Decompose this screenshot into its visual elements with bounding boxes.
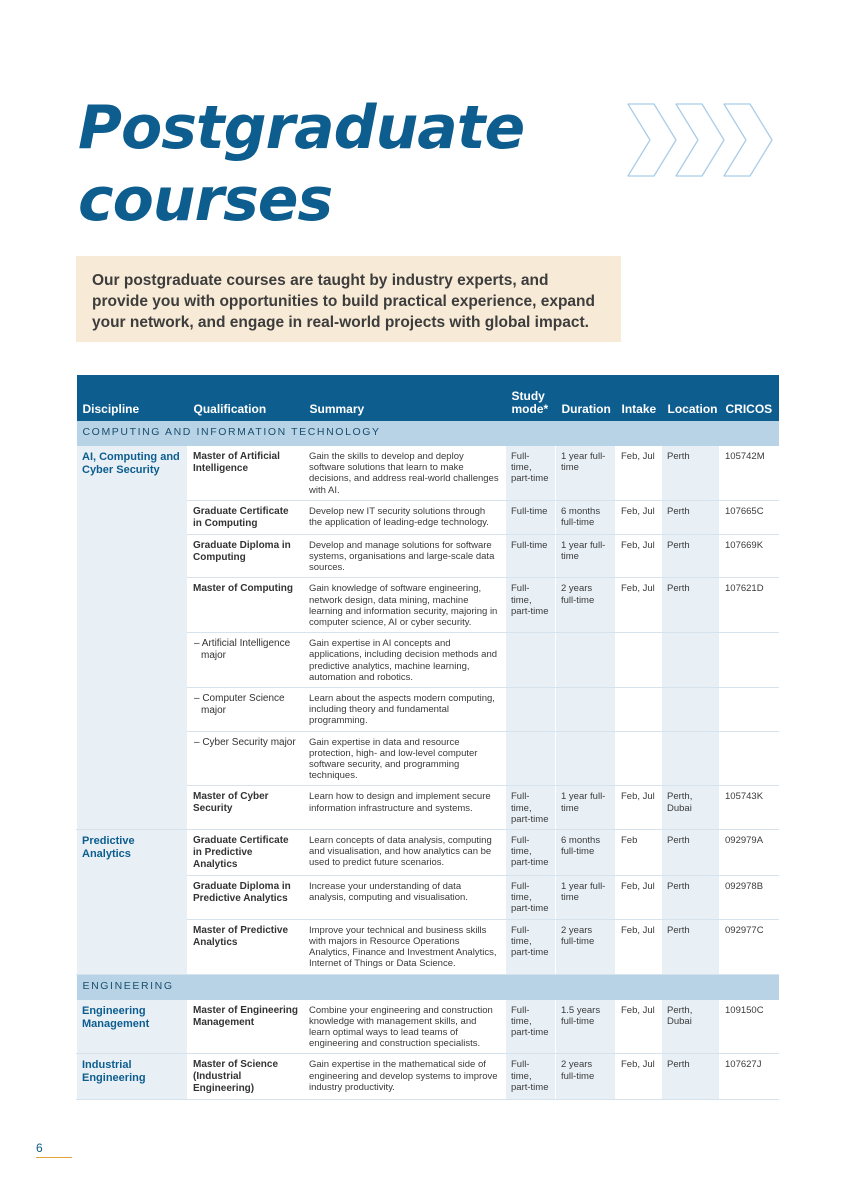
summary-cell: Learn concepts of data analysis, computing and visualisation, and how analytics can be used to predict future scenarios. [304, 830, 506, 876]
qualification-cell [188, 446, 304, 500]
summary-cell: Gain expertise in AI concepts and applications, including decision methods and predictive analytics, machine learning, automation and robotics. [304, 633, 506, 688]
intake-cell: Feb, Jul [616, 786, 662, 830]
summary-cell: Improve your technical and business skills with majors in Resource Operations Analytics, Finance and Investment Analytics, Internet of Things or Data Science. [304, 919, 506, 974]
courses-table [76, 375, 779, 1100]
qualification-text: – Computer Science major [194, 693, 285, 717]
cricos-cell [720, 688, 779, 732]
header-location: Location [662, 375, 720, 421]
intake-cell [616, 731, 662, 786]
header-study-mode: Study mode* [506, 375, 556, 421]
cricos-cell: 105743K [720, 786, 779, 830]
title-line-2: courses [78, 165, 333, 235]
discipline-cell: Industrial Engineering [77, 1054, 188, 1100]
intake-cell: Feb, Jul [616, 1054, 662, 1100]
qualification-text: Graduate Certificate in Computing [193, 505, 289, 529]
intake-cell [616, 688, 662, 732]
cricos-cell: 092977C [720, 919, 779, 974]
qualification-cell [188, 688, 304, 732]
intake-cell: Feb, Jul [616, 919, 662, 974]
table-header [77, 375, 779, 421]
intake-cell: Feb, Jul [616, 876, 662, 920]
duration-cell: 1 year full-time [556, 534, 616, 578]
study-mode-cell [506, 731, 556, 786]
qualification-cell [188, 534, 304, 578]
qualification-cell [188, 1000, 304, 1054]
section-heading: COMPUTING AND INFORMATION TECHNOLOGY [77, 421, 779, 446]
qualification-cell [188, 633, 304, 688]
summary-cell: Gain expertise in data and resource protection, high- and low-level computer software security, and programming techniques. [304, 731, 506, 786]
intake-cell: Feb, Jul [616, 578, 662, 633]
qualification-cell [188, 830, 304, 876]
duration-cell: 2 years full-time [556, 1054, 616, 1100]
cricos-cell: 092978B [720, 876, 779, 920]
study-mode-cell: Full-time, part-time [506, 876, 556, 920]
discipline-cell: AI, Computing and Cyber Security [77, 446, 188, 830]
table-row [77, 830, 779, 876]
qualification-text: Master of Science (Industrial Engineering) [193, 1059, 279, 1095]
duration-cell [556, 731, 616, 786]
intake-cell: Feb, Jul [616, 1000, 662, 1054]
cricos-cell: 107665C [720, 500, 779, 534]
summary-cell: Increase your understanding of data analysis, computing and visualisation. [304, 876, 506, 920]
study-mode-cell: Full-time, part-time [506, 830, 556, 876]
table-row [77, 446, 779, 500]
duration-cell: 1 year full-time [556, 446, 616, 500]
qualification-text: Master of Computing [193, 583, 293, 595]
location-cell: Perth [662, 578, 720, 633]
location-cell: Perth, Dubai [662, 786, 720, 830]
study-mode-cell: Full-time, part-time [506, 1000, 556, 1054]
section-row [77, 421, 779, 446]
discipline-cell: Engineering Management [77, 1000, 188, 1054]
qualification-text: Master of Engineering Management [193, 1004, 299, 1028]
table-row [77, 1000, 779, 1054]
duration-cell: 1 year full-time [556, 786, 616, 830]
study-mode-cell: Full-time, part-time [506, 1054, 556, 1100]
summary-cell: Learn about the aspects modern computing, including theory and fundamental programming. [304, 688, 506, 732]
qualification-cell [188, 731, 304, 786]
location-cell [662, 633, 720, 688]
location-cell: Perth [662, 500, 720, 534]
header-cricos: CRICOS [720, 375, 779, 421]
study-mode-cell: Full-time [506, 500, 556, 534]
location-cell: Perth [662, 919, 720, 974]
qualification-text: – Artificial Intelligence major [194, 638, 291, 662]
intro-text: Our postgraduate courses are taught by industry experts, and provide you with opportunities to build practical experience, expand your network, and engage in real-world projects with global impact. [92, 272, 595, 331]
header-summary: Summary [304, 375, 506, 421]
intake-cell: Feb, Jul [616, 446, 662, 500]
intro-callout [76, 256, 621, 342]
qualification-text: Graduate Diploma in Predictive Analytics [193, 881, 291, 905]
duration-cell: 2 years full-time [556, 578, 616, 633]
location-cell: Perth [662, 534, 720, 578]
header-discipline: Discipline [77, 375, 188, 421]
qualification-text: Master of Artificial Intelligence [193, 451, 280, 474]
section-row [77, 974, 779, 1000]
location-cell: Perth [662, 876, 720, 920]
header-qualification: Qualification [188, 375, 304, 421]
study-mode-cell [506, 688, 556, 732]
page-number-underline [36, 1157, 72, 1158]
intake-cell: Feb, Jul [616, 500, 662, 534]
qualification-cell [188, 919, 304, 974]
duration-cell [556, 633, 616, 688]
header-intake: Intake [616, 375, 662, 421]
qualification-text: Graduate Certificate in Predictive Analytics [193, 835, 289, 871]
qualification-text: Master of Cyber Security [193, 791, 269, 815]
qualification-text: Master of Predictive Analytics [193, 924, 289, 948]
study-mode-cell: Full-time [506, 534, 556, 578]
location-cell: Perth, Dubai [662, 1000, 720, 1054]
study-mode-cell: Full-time, part-time [506, 446, 556, 500]
location-cell [662, 688, 720, 732]
summary-cell: Learn how to design and implement secure information infrastructure and systems. [304, 786, 506, 830]
qualification-cell [188, 876, 304, 920]
summary-cell: Develop new IT security solutions through the application of leading-edge technology. [304, 500, 506, 534]
qualification-text: Graduate Diploma in Computing [193, 539, 291, 563]
location-cell [662, 731, 720, 786]
section-heading: ENGINEERING [77, 974, 779, 1000]
qualification-cell [188, 578, 304, 633]
intake-cell [616, 633, 662, 688]
qualification-cell [188, 786, 304, 830]
study-mode-cell: Full-time, part-time [506, 919, 556, 974]
title-line-1: Postgraduate [78, 93, 525, 163]
page-title [78, 92, 524, 236]
duration-cell: 6 months full-time [556, 830, 616, 876]
cricos-cell: 105742M [720, 446, 779, 500]
qualification-text: – Cyber Security major [194, 736, 296, 748]
location-cell: Perth [662, 446, 720, 500]
duration-cell: 1 year full-time [556, 876, 616, 920]
cricos-cell: 107621D [720, 578, 779, 633]
summary-cell: Gain knowledge of software engineering, network design, data mining, machine learning and information security, majoring in computer science, AI or cyber security. [304, 578, 506, 633]
duration-cell [556, 688, 616, 732]
table-row [77, 1054, 779, 1100]
cricos-cell: 107627J [720, 1054, 779, 1100]
intake-cell: Feb, Jul [616, 534, 662, 578]
study-mode-cell: Full-time, part-time [506, 578, 556, 633]
header-duration: Duration [556, 375, 616, 421]
location-cell: Perth [662, 1054, 720, 1100]
summary-cell: Combine your engineering and construction knowledge with management skills, and learn optimal ways to lead teams of engineering and construction specialists. [304, 1000, 506, 1054]
cricos-cell: 092979A [720, 830, 779, 876]
intake-cell: Feb [616, 830, 662, 876]
cricos-cell [720, 731, 779, 786]
discipline-cell: Predictive Analytics [77, 830, 188, 974]
qualification-cell [188, 500, 304, 534]
cricos-cell [720, 633, 779, 688]
page-number: 6 [36, 1141, 43, 1155]
summary-cell: Gain the skills to develop and deploy software solutions that learn to make decisions, and address real-world challenges with AI. [304, 446, 506, 500]
duration-cell: 6 months full-time [556, 500, 616, 534]
duration-cell: 2 years full-time [556, 919, 616, 974]
cricos-cell: 109150C [720, 1000, 779, 1054]
study-mode-cell [506, 633, 556, 688]
chevron-arrows-icon [624, 100, 780, 180]
study-mode-cell: Full-time, part-time [506, 786, 556, 830]
location-cell: Perth [662, 830, 720, 876]
cricos-cell: 107669K [720, 534, 779, 578]
qualification-cell [188, 1054, 304, 1100]
summary-cell: Gain expertise in the mathematical side of engineering and develop systems to improve industry productivity. [304, 1054, 506, 1100]
duration-cell: 1.5 years full-time [556, 1000, 616, 1054]
summary-cell: Develop and manage solutions for software systems, organisations and large-scale data sources. [304, 534, 506, 578]
